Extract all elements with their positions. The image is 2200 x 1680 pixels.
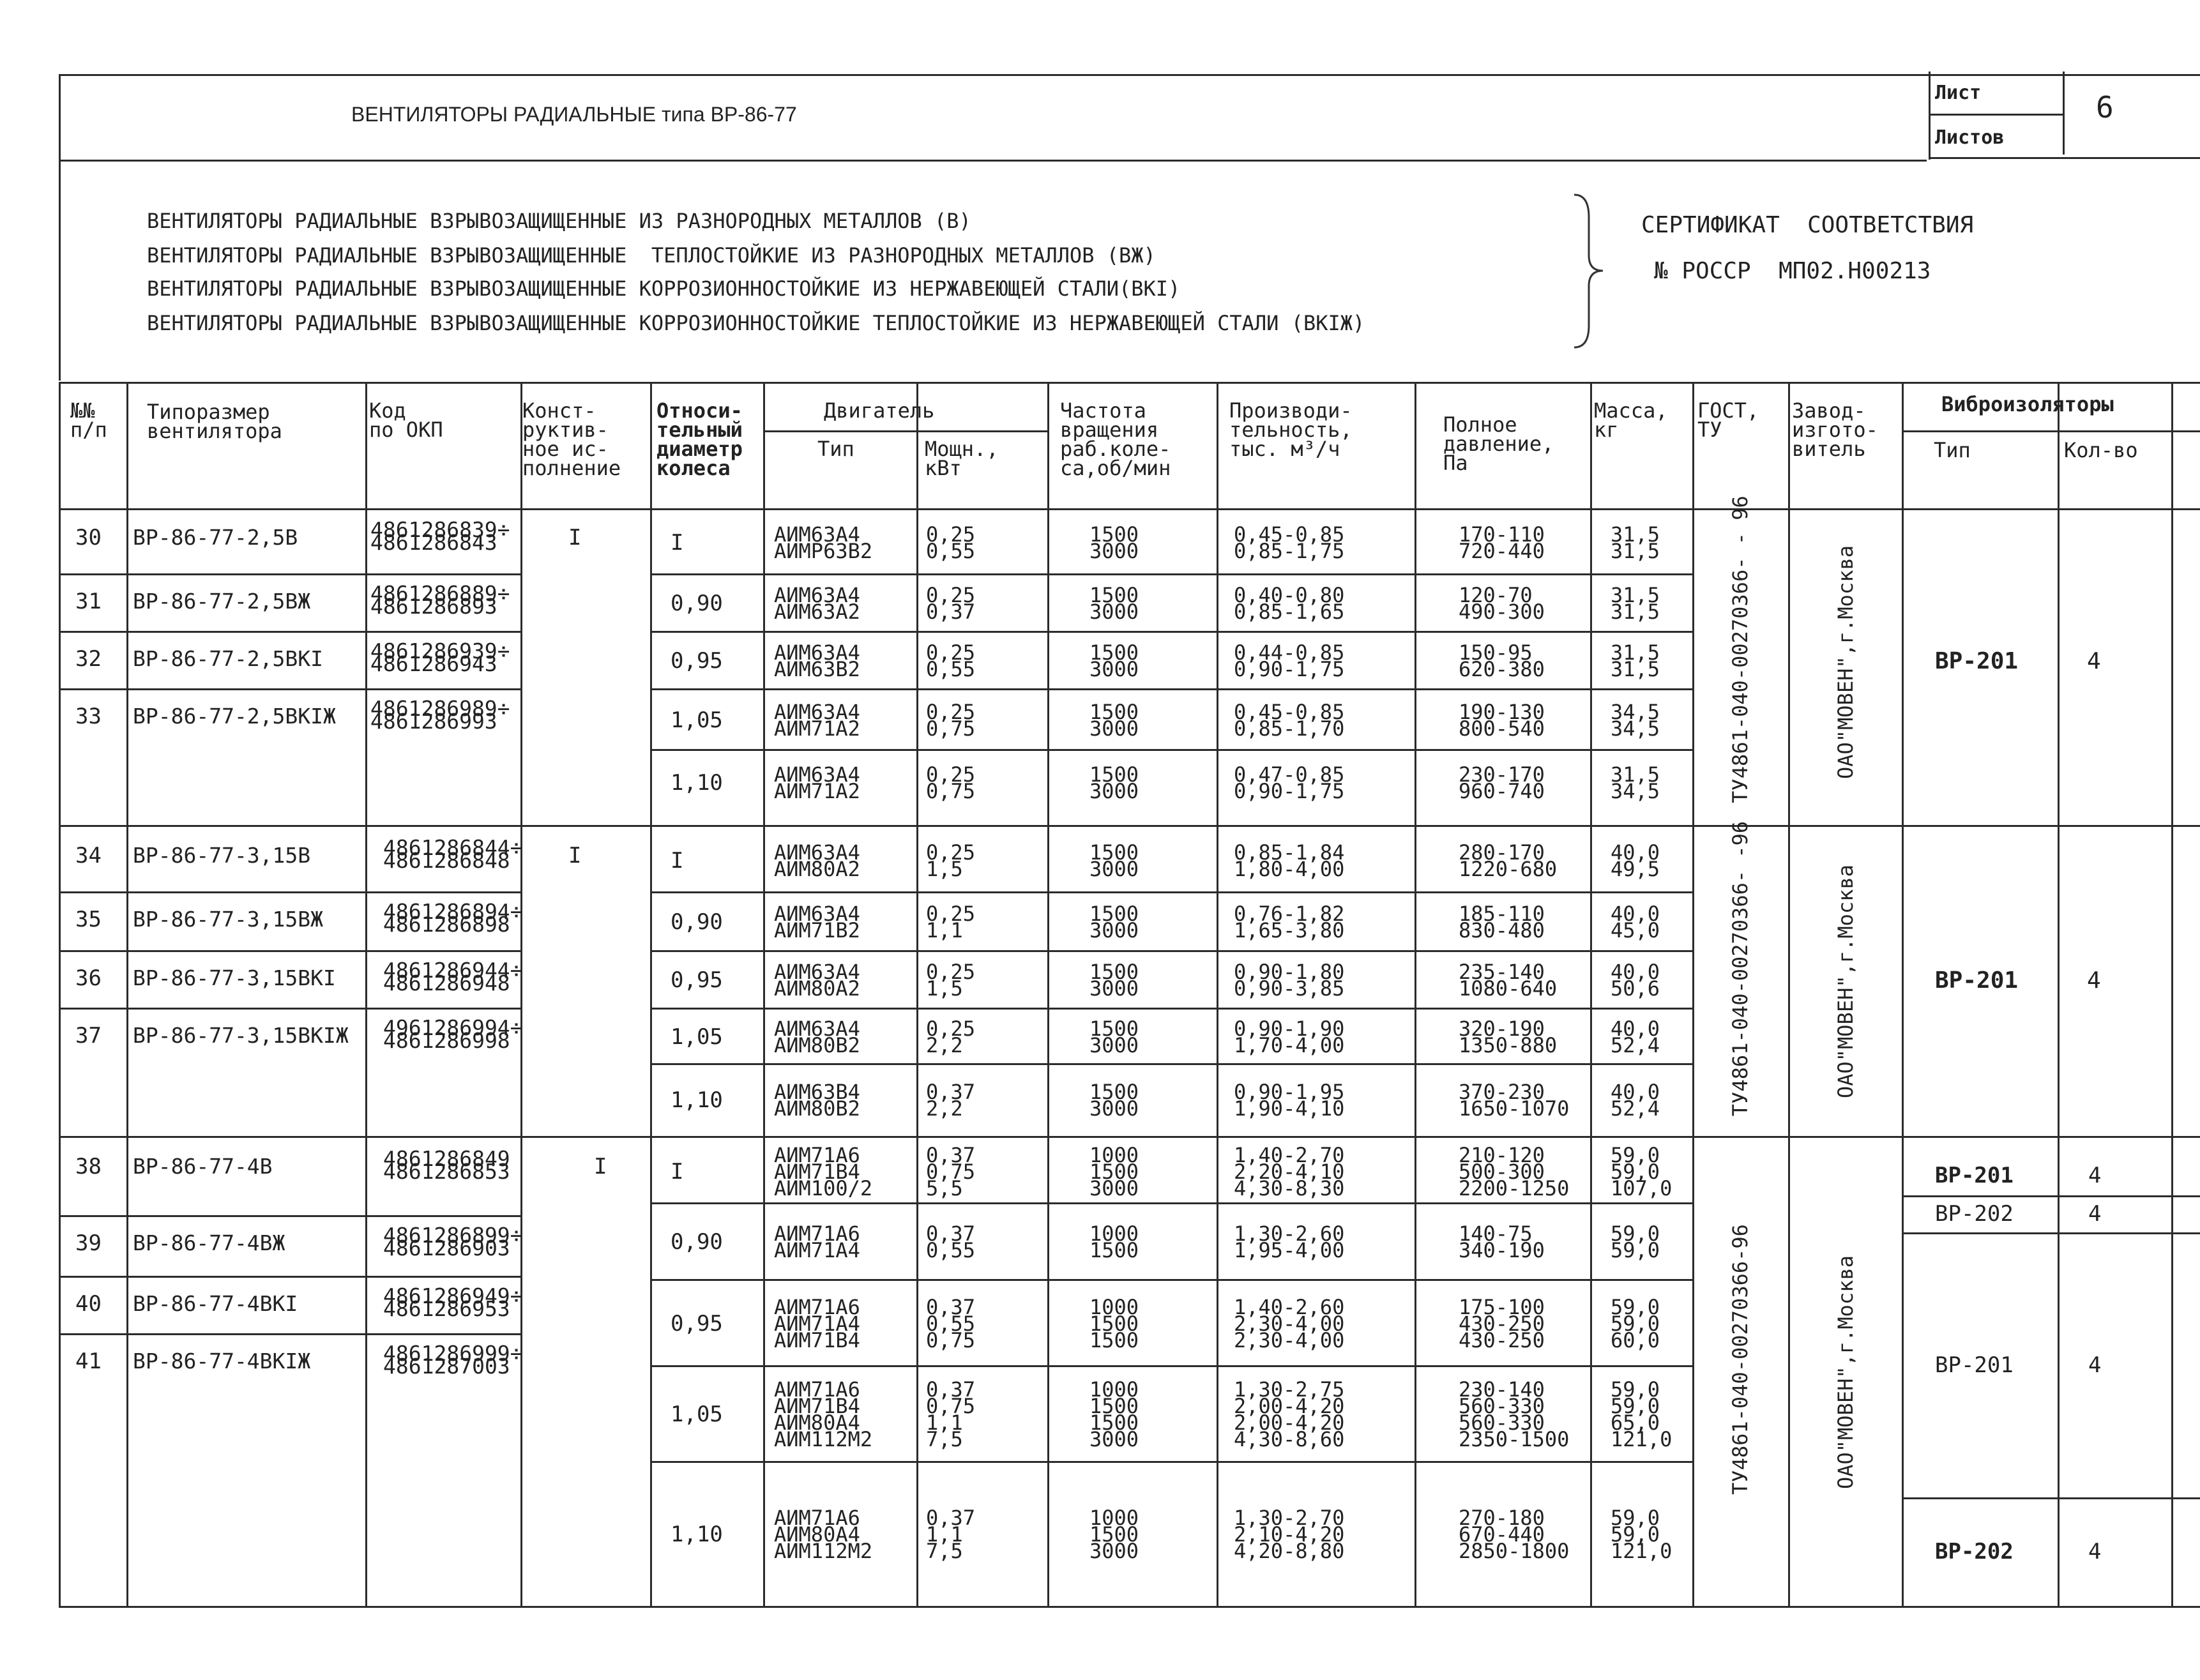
motor-type: АИМ63А4 АИМ71А2	[774, 762, 860, 803]
motor-type: АИМ71А6 АИМ80А4 АИМ112М2	[774, 1505, 873, 1563]
mass-value: 31,5 31,5	[1611, 522, 1660, 563]
vibro-row-line	[1902, 1232, 2200, 1234]
fan-row-line	[59, 631, 520, 633]
title-bottom-line-right	[1929, 157, 2200, 159]
fan-type: ВР-86-77-3,15ВКI	[133, 965, 336, 990]
document-title: ВЕНТИЛЯТОРЫ РАДИАЛЬНЫЕ типа ВР-86-77	[351, 103, 797, 126]
group-separator-line	[59, 825, 2200, 827]
mass-value: 40,0 52,4	[1611, 1079, 1660, 1121]
table-top-line	[59, 382, 2200, 384]
performance: 0,40-0,80 0,85-1,65	[1234, 583, 1345, 624]
total-pressure: 185-110 830-480	[1459, 902, 1545, 942]
diameter-row-line	[650, 1202, 1692, 1204]
construction-value: I	[594, 1154, 607, 1179]
relative-diameter: 1,10	[671, 1087, 723, 1113]
motor-type: АИМ63А4 АИМ80А2	[774, 840, 860, 881]
relative-diameter: 1,05	[671, 1402, 723, 1427]
table-left-line	[59, 382, 61, 1606]
fan-type: ВР-86-77-2,5ВЖ	[133, 589, 311, 614]
header-vibro: Виброизоляторы	[1941, 392, 2114, 416]
motor-power: 0,37 1,1 7,5	[926, 1505, 976, 1563]
fan-type: ВР-86-77-4ВКIЖ	[133, 1349, 311, 1374]
fan-number: 33	[75, 704, 102, 729]
header-vibro-qty: Кол-во	[2064, 438, 2138, 462]
motor-type: АИМ71А6 АИМ71А4	[774, 1222, 860, 1262]
mass-value: 31,5 34,5	[1611, 762, 1660, 803]
column-line	[1047, 382, 1049, 1606]
fan-code: 4961286994÷ 4861286998	[383, 1015, 523, 1053]
performance: 0,85-1,84 1,80-4,00	[1234, 840, 1345, 881]
fan-number: 34	[75, 843, 102, 868]
header-code: Код по ОКП	[369, 398, 443, 442]
fan-code: 4861286989÷ 4861286993	[370, 696, 510, 734]
rotation-speed: 1000 1500 3000	[1089, 1143, 1139, 1200]
rotation-speed: 1500 3000	[1089, 960, 1139, 1001]
vibro-row-line	[1902, 1195, 2200, 1197]
table-bottom-line	[59, 1606, 2200, 1608]
total-pressure: 270-180 670-440 2850-1800	[1459, 1505, 1570, 1563]
motor-power: 0,37 0,75 1,1 7,5	[926, 1377, 976, 1451]
total-pressure: 280-170 1220-680	[1459, 840, 1558, 881]
diameter-row-line	[650, 1063, 1692, 1065]
fan-number: 36	[75, 965, 102, 991]
rotation-speed: 1000 1500 1500 3000	[1089, 1377, 1139, 1451]
motor-power: 0,37 2,2	[926, 1079, 976, 1121]
motor-type: АИМ63В4 АИМ80В2	[774, 1079, 860, 1121]
motor-power: 0,37 0,75 5,5	[926, 1143, 976, 1200]
diameter-row-line	[650, 950, 1692, 952]
mass-value: 59,0 59,0	[1611, 1222, 1660, 1262]
vibro-qty: 4	[2088, 1163, 2102, 1188]
sheet-number: 6	[2096, 90, 2114, 125]
sheet-label: Лист	[1935, 82, 1982, 104]
mass-value: 31,5 31,5	[1611, 583, 1660, 624]
performance: 0,44-0,85 0,90-1,75	[1234, 640, 1345, 681]
fan-row-line	[59, 950, 520, 952]
header-gost: ГОСТ, ТУ	[1697, 398, 1759, 442]
fan-code: 4861286939÷ 4861286943	[370, 639, 510, 676]
header-press: Полное давление, Па	[1443, 412, 1554, 475]
rotation-speed: 1000 1500	[1089, 1222, 1139, 1262]
sheet-box-mid	[2063, 72, 2065, 155]
fan-number: 41	[75, 1349, 102, 1374]
vibro-type: ВР-202	[1935, 1201, 2014, 1227]
column-line	[1415, 382, 1416, 1606]
column-line	[1788, 382, 1790, 1606]
certificate-title: СЕРТИФИКАТ СООТВЕТСТВИЯ	[1641, 212, 1974, 238]
fan-number: 40	[75, 1291, 102, 1317]
fan-code: 4861286889÷ 4861286893	[370, 581, 510, 619]
fan-row-line	[59, 1215, 520, 1217]
sheet-box-left	[1929, 72, 1931, 160]
vibro-qty: 4	[2088, 1352, 2102, 1378]
motor-power: 0,25 0,55	[926, 640, 976, 681]
motor-power: 0,25 0,75	[926, 762, 976, 803]
performance: 1,40-2,60 2,30-4,00 2,30-4,00	[1234, 1294, 1345, 1352]
column-line	[1692, 382, 1694, 1606]
fan-row-line	[59, 1333, 520, 1335]
column-line	[2058, 382, 2060, 1606]
performance: 0,90-1,95 1,90-4,10	[1234, 1079, 1345, 1121]
vibro-sub-line	[1902, 430, 2200, 432]
fan-number: 38	[75, 1154, 102, 1179]
diameter-row-line	[650, 891, 1692, 893]
motor-type: АИМ63А4 АИМ80В2	[774, 1016, 860, 1057]
construction-value: I	[568, 525, 582, 550]
motor-power: 0,25 0,75	[926, 699, 976, 741]
sheets-label: Листов	[1935, 126, 2005, 149]
header-motor-type: Тип	[817, 437, 854, 461]
header-freq: Частота вращения раб.коле- са,об/мин	[1060, 398, 1171, 480]
total-pressure: 190-130 800-540	[1459, 699, 1545, 741]
diameter-row-line	[650, 631, 1692, 633]
performance: 0,45-0,85 0,85-1,75	[1234, 522, 1345, 563]
fan-type: ВР-86-77-4ВКI	[133, 1291, 298, 1316]
relative-diameter: 1,10	[671, 769, 723, 796]
vibro-qty: 4	[2088, 1539, 2102, 1564]
intro-line-4: ВЕНТИЛЯТОРЫ РАДИАЛЬНЫЕ ВЗРЫВОЗАЩИЩЕННЫЕ КОРРОЗИОННОСТОЙКИЕ ТЕПЛОСТОЙКИЕ ИЗ НЕРЖАВЕЮЩЕЙ СТАЛИ (ВКIЖ)	[147, 311, 1365, 335]
diameter-row-line	[650, 1279, 1692, 1281]
gost-tu: ТУ4861-040-00270366- - 96	[1728, 496, 1752, 803]
intro-line-3: ВЕНТИЛЯТОРЫ РАДИАЛЬНЫЕ ВЗРЫВОЗАЩИЩЕННЫЕ КОРРОЗИОННОСТОЙКИЕ ИЗ НЕРЖАВЕЮЩЕЙ СТАЛИ(ВКI)	[147, 276, 1181, 301]
fan-code: 4861286839÷ 4861286843	[370, 517, 510, 555]
header-maker: Завод- изгото- витель	[1792, 398, 1878, 461]
total-pressure: 140-75 340-190	[1459, 1222, 1545, 1262]
vibro-row-line	[1902, 1497, 2200, 1499]
rotation-speed: 1000 1500 1500	[1089, 1294, 1139, 1352]
certificate-number: № РОССР МП02.Н00213	[1654, 258, 1931, 284]
diameter-row-line	[650, 1461, 1692, 1463]
fan-number: 32	[75, 646, 102, 672]
rotation-speed: 1000 1500 3000	[1089, 1505, 1139, 1563]
mass-value: 40,0 50,6	[1611, 960, 1660, 1001]
column-line	[1902, 382, 1904, 1606]
mass-value: 31,5 31,5	[1611, 640, 1660, 681]
relative-diameter: 0,95	[671, 967, 723, 993]
relative-diameter: 0,95	[671, 1310, 723, 1336]
performance: 1,30-2,70 2,10-4,20 4,20-8,80	[1234, 1505, 1345, 1563]
total-pressure: 150-95 620-380	[1459, 640, 1545, 681]
vibro-type: ВР-202	[1935, 1539, 2014, 1564]
relative-diameter: I	[671, 848, 684, 874]
rotation-speed: 1500 3000	[1089, 699, 1139, 741]
fan-type: ВР-86-77-2,5ВКI	[133, 646, 324, 671]
header-bottom-line	[59, 508, 2200, 510]
total-pressure: 230-140 560-330 560-330 2350-1500	[1459, 1377, 1570, 1451]
motor-split-line	[916, 430, 918, 1606]
vibro-qty: 4	[2087, 967, 2101, 994]
frame-left-line	[59, 74, 61, 381]
column-line	[763, 382, 765, 1606]
relative-diameter: 0,90	[671, 591, 723, 616]
motor-type: АИМ63А4 АИМ80А2	[774, 960, 860, 1001]
total-pressure: 175-100 430-250 430-250	[1459, 1294, 1545, 1352]
fan-number: 31	[75, 589, 102, 614]
diameter-row-line	[650, 688, 1692, 690]
mass-value: 40,0 52,4	[1611, 1016, 1660, 1057]
column-line	[2171, 382, 2173, 1606]
rotation-speed: 1500 3000	[1089, 1016, 1139, 1057]
diameter-row-line	[650, 573, 1692, 575]
fan-type: ВР-86-77-2,5ВКIЖ	[133, 704, 336, 729]
motor-power: 0,25 0,55	[926, 522, 976, 563]
vibro-type: ВР-201	[1935, 967, 2019, 994]
vibro-type: ВР-201	[1935, 1163, 2014, 1188]
header-num: №№ п/п	[70, 398, 107, 442]
manufacturer: ОАО"МОВЕН",г.Москва	[1833, 1255, 1858, 1490]
performance: 0,45-0,85 0,85-1,70	[1234, 699, 1345, 741]
construction-value: I	[568, 843, 582, 868]
motor-power: 0,25 1,1	[926, 902, 976, 942]
vibro-type: ВР-201	[1935, 1352, 2014, 1378]
fan-code: 4861286949÷ 4861286953	[383, 1283, 523, 1321]
motor-type: АИМ71А6 АИМ71В4 АИМ100/2	[774, 1143, 873, 1200]
performance: 0,47-0,85 0,90-1,75	[1234, 762, 1345, 803]
fan-row-line	[59, 688, 520, 690]
diameter-row-line	[650, 749, 1692, 751]
total-pressure: 210-120 500-300 2200-1250	[1459, 1143, 1570, 1200]
motor-power: 0,37 0,55	[926, 1222, 976, 1262]
mass-value: 40,0 45,0	[1611, 902, 1660, 942]
sheet-box-mid-line	[1929, 114, 2063, 116]
column-line	[126, 382, 128, 1606]
vibro-qty: 4	[2087, 648, 2101, 674]
motor-type: АИМ71А6 АИМ71В4 АИМ80А4 АИМ112М2	[774, 1377, 873, 1451]
fan-code: 4861286944÷ 4861286948	[383, 958, 523, 995]
performance: 0,90-1,80 0,90-3,85	[1234, 960, 1345, 1001]
intro-line-2: ВЕНТИЛЯТОРЫ РАДИАЛЬНЫЕ ВЗРЫВОЗАЩИЩЕННЫЕ ТЕПЛОСТОЙКИЕ ИЗ РАЗНОРОДНЫХ МЕТАЛЛОВ (ВЖ)	[147, 243, 1156, 268]
group-separator-line	[59, 1136, 2200, 1138]
fan-row-line	[59, 573, 520, 575]
column-line	[520, 382, 522, 1606]
intro-brace	[1571, 192, 1609, 351]
vibro-type: ВР-201	[1935, 648, 2019, 674]
fan-code: 4861286844÷ 4861286848	[383, 835, 523, 873]
rotation-speed: 1500 3000	[1089, 583, 1139, 624]
motor-type: АИМ63А4 АИМР63В2	[774, 522, 873, 563]
diameter-row-line	[650, 1008, 1692, 1010]
fan-type: ВР-86-77-3,15ВЖ	[133, 907, 324, 932]
motor-type: АИМ63А4 АИМ71В2	[774, 902, 860, 942]
fan-number: 39	[75, 1230, 102, 1256]
header-type: Типоразмер вентилятора	[147, 400, 282, 443]
mass-value: 40,0 49,5	[1611, 840, 1660, 881]
performance: 1,30-2,75 2,00-4,20 2,00-4,20 4,30-8,60	[1234, 1377, 1345, 1451]
relative-diameter: 0,90	[671, 909, 723, 935]
relative-diameter: 1,05	[671, 707, 723, 733]
gost-tu: ТУ4861-040-00270366- -96	[1728, 821, 1752, 1117]
rotation-speed: 1500 3000	[1089, 1079, 1139, 1121]
gost-tu: ТУ4861-040-00270366-96	[1728, 1224, 1752, 1495]
motor-type: АИМ71А6 АИМ71А4 АИМ71В4	[774, 1294, 860, 1352]
motor-sub-line	[763, 430, 1047, 432]
fan-type: ВР-86-77-3,15В	[133, 843, 311, 868]
performance: 1,40-2,70 2,20-4,10 4,30-8,30	[1234, 1143, 1345, 1200]
fan-number: 30	[75, 525, 102, 550]
fan-type: ВР-86-77-2,5В	[133, 525, 298, 550]
fan-type: ВР-86-77-4ВЖ	[133, 1230, 285, 1255]
relative-diameter: 1,05	[671, 1024, 723, 1050]
motor-power: 0,25 2,2	[926, 1016, 976, 1057]
total-pressure: 230-170 960-740	[1459, 762, 1545, 803]
title-bottom-line	[59, 160, 1927, 162]
motor-type: АИМ63А4 АИМ63В2	[774, 640, 860, 681]
fan-number: 37	[75, 1023, 102, 1048]
fan-number: 35	[75, 907, 102, 932]
header-motor: Двигатель	[824, 398, 935, 423]
total-pressure: 235-140 1080-640	[1459, 960, 1558, 1001]
performance: 1,30-2,60 1,95-4,00	[1234, 1222, 1345, 1262]
relative-diameter: I	[671, 1159, 684, 1184]
diameter-row-line	[650, 1365, 1692, 1367]
fan-row-line	[59, 1276, 520, 1278]
total-pressure: 170-110 720-440	[1459, 522, 1545, 563]
performance: 0,76-1,82 1,65-3,80	[1234, 902, 1345, 942]
intro-line-1: ВЕНТИЛЯТОРЫ РАДИАЛЬНЫЕ ВЗРЫВОЗАЩИЩЕННЫЕ ИЗ РАЗНОРОДНЫХ МЕТАЛЛОВ (В)	[147, 209, 971, 233]
header-constr: Конст- руктив- ное ис- полнение	[522, 398, 621, 480]
motor-power: 0,25 1,5	[926, 960, 976, 1001]
frame-top-line	[59, 74, 2200, 76]
mass-value: 34,5 34,5	[1611, 699, 1660, 741]
manufacturer: ОАО"МОВЕН",г.Москва	[1833, 545, 1858, 780]
relative-diameter: 1,10	[671, 1521, 723, 1547]
header-mass: Масса, кг	[1594, 398, 1668, 442]
mass-value: 59,0 59,0 121,0	[1611, 1505, 1673, 1563]
manufacturer: ОАО"МОВЕН",г.Москва	[1833, 864, 1858, 1099]
motor-type: АИМ63А4 АИМ71А2	[774, 699, 860, 741]
total-pressure: 120-70 490-300	[1459, 583, 1545, 624]
total-pressure: 320-190 1350-880	[1459, 1016, 1558, 1057]
rotation-speed: 1500 3000	[1089, 522, 1139, 563]
fan-code: 4861286999÷ 4861287003	[383, 1341, 523, 1379]
rotation-speed: 1500 3000	[1089, 840, 1139, 881]
fan-type: ВР-86-77-3,15ВКIЖ	[133, 1023, 349, 1048]
header-diam: Относи- тельный диаметр колеса	[656, 398, 743, 480]
mass-value: 59,0 59,0 60,0	[1611, 1294, 1660, 1352]
vibro-qty: 4	[2088, 1201, 2102, 1227]
motor-power: 0,37 0,55 0,75	[926, 1294, 976, 1352]
mass-value: 59,0 59,0 107,0	[1611, 1143, 1673, 1200]
relative-diameter: 0,95	[671, 648, 723, 674]
fan-code: 4861286899÷ 4861286903	[383, 1223, 523, 1260]
fan-code: 4861286894÷ 4861286898	[383, 899, 523, 937]
total-pressure: 370-230 1650-1070	[1459, 1079, 1570, 1121]
column-line	[1590, 382, 1592, 1606]
relative-diameter: I	[671, 530, 684, 556]
motor-type: АИМ63А4 АИМ63А2	[774, 583, 860, 624]
fan-row-line	[59, 891, 520, 893]
relative-diameter: 0,90	[671, 1229, 723, 1255]
column-line	[650, 382, 652, 1606]
header-motor-power: Мощн., кВт	[925, 437, 999, 480]
motor-power: 0,25 1,5	[926, 840, 976, 881]
performance: 0,90-1,90 1,70-4,00	[1234, 1016, 1345, 1057]
column-line	[1217, 382, 1218, 1606]
header-perf: Производи- тельность, тыс. м³/ч	[1229, 398, 1353, 461]
mass-value: 59,0 59,0 65,0 121,0	[1611, 1377, 1673, 1451]
fan-type: ВР-86-77-4В	[133, 1154, 273, 1179]
header-vibro-type: Тип	[1934, 438, 1971, 462]
rotation-speed: 1500 3000	[1089, 902, 1139, 942]
rotation-speed: 1500 3000	[1089, 762, 1139, 803]
fan-row-line	[59, 1008, 520, 1010]
fan-code: 4861286849 4861286853	[383, 1146, 510, 1184]
column-line	[365, 382, 367, 1606]
rotation-speed: 1500 3000	[1089, 640, 1139, 681]
motor-power: 0,25 0,37	[926, 583, 976, 624]
